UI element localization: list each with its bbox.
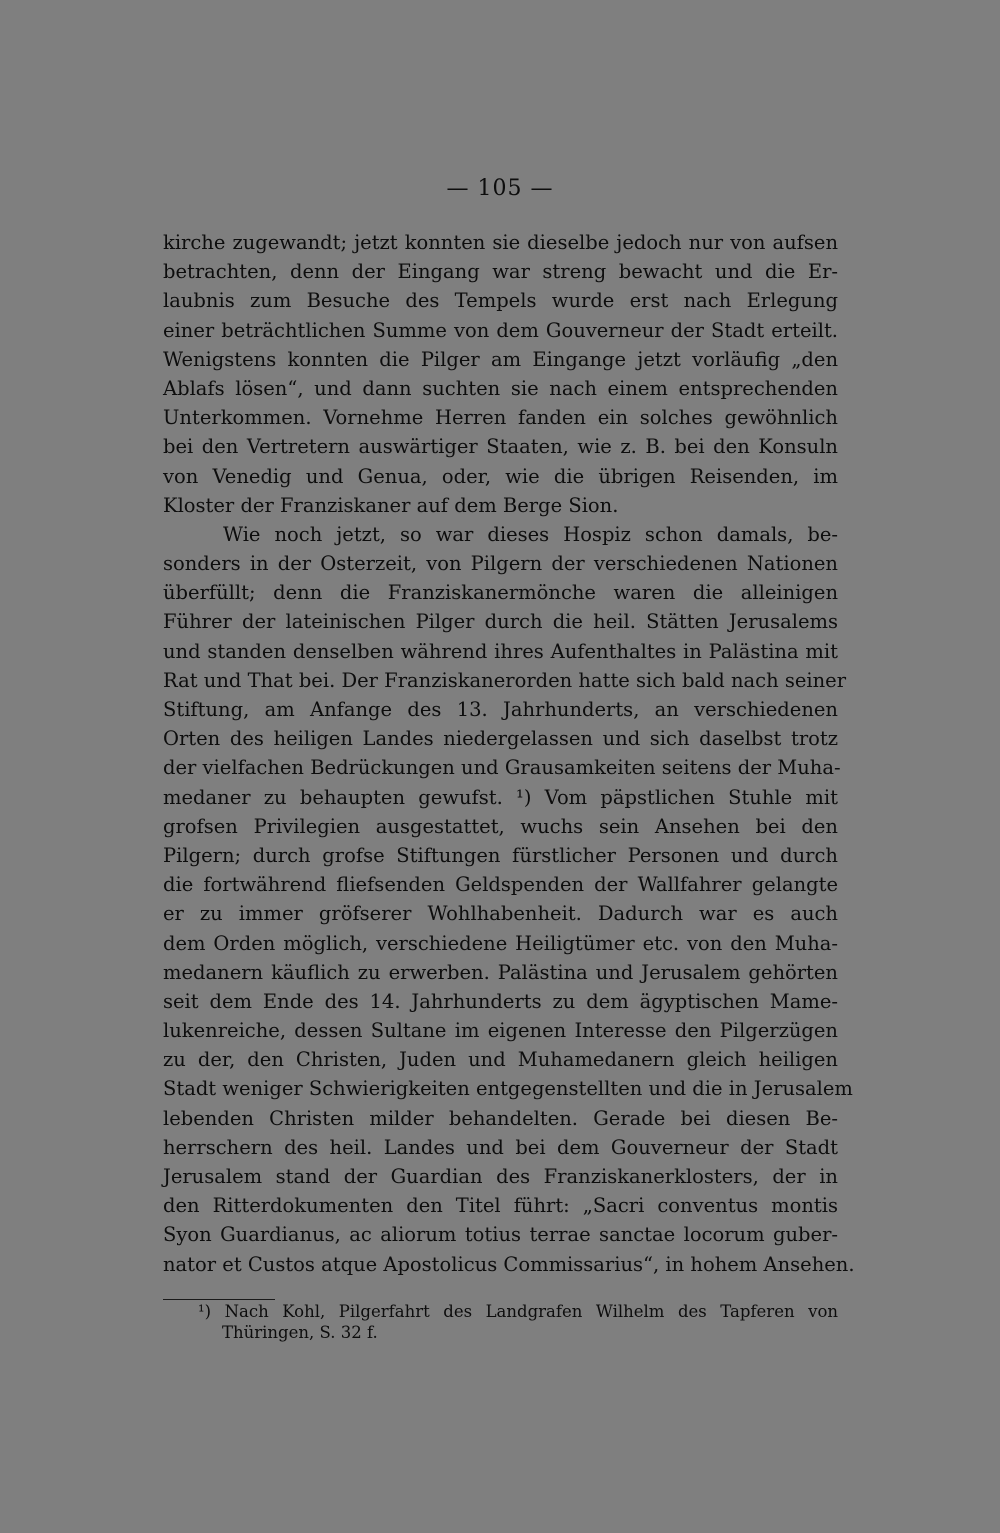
text-line: zu der, den Christen, Juden und Muhamedanern gleich heiligen — [163, 1048, 838, 1072]
text-line: Orten des heiligen Landes niedergelassen und sich daselbst trotz — [163, 727, 838, 751]
text-line: er zu immer gröfserer Wohlhabenheit. Dadurch war es auch — [163, 902, 838, 926]
text-line: seit dem Ende des 14. Jahrhunderts zu dem ägyptischen Mame- — [163, 989, 838, 1013]
text-line: Wenigstens konnten die Pilger am Eingange jetzt vorläufig „den — [163, 347, 838, 371]
text-line: Wie noch jetzt, so war dieses Hospiz schon damals, be- — [223, 522, 838, 546]
text-line: nator et Custos atque Apostolicus Commissarius“, in hohem Ansehen. — [163, 1252, 855, 1276]
body-text — [163, 228, 855, 1279]
text-line: medaner zu behaupten gewufst. ¹) Vom päpstlichen Stuhle mit — [163, 785, 838, 809]
text-line: Jerusalem stand der Guardian des Franziskanerklosters, der in — [163, 1165, 838, 1188]
text-line: einer beträchtlichen Summe von dem Gouverneur der Stadt erteilt. — [163, 318, 838, 342]
text-line: sonders in der Osterzeit, von Pilgern der verschiedenen Nationen — [163, 552, 838, 576]
text-line: Rat und That bei. Der Franziskanerorden hatte sich bald nach seiner — [163, 668, 847, 692]
text-line: kirche zugewandt; jetzt konnten sie dieselbe jedoch nur von aufsen — [163, 231, 838, 254]
text-line: betrachten, denn der Eingang war streng bewacht und die Er- — [163, 260, 838, 284]
text-line: bei den Vertretern auswärtiger Staaten, wie z. B. bei den Konsuln — [163, 435, 838, 459]
text-line: von Venedig und Genua, oder, wie die übrigen Reisenden, im — [163, 464, 838, 488]
text-line: lukenreiche, dessen Sultane im eigenen Interesse den Pilgerzügen — [163, 1019, 838, 1043]
text-line: und standen denselben während ihres Aufenthaltes in Palästina mit — [163, 639, 838, 663]
footnote-divider — [163, 1299, 275, 1300]
footnote — [198, 1302, 838, 1343]
footnote-line: Thüringen, S. 32 f. — [222, 1322, 378, 1342]
text-line: dem Orden möglich, verschiedene Heiligtümer etc. von den Muha- — [163, 931, 838, 955]
text-line: herrschern des heil. Landes und bei dem Gouverneur der Stadt — [163, 1135, 838, 1159]
text-line: den Ritterdokumenten den Titel führt: „Sacri conventus montis — [163, 1194, 838, 1218]
text-line: grofsen Privilegien ausgestattet, wuchs sein Ansehen bei den — [163, 814, 838, 838]
text-line: Führer der lateinischen Pilger durch die heil. Stätten Jerusalems — [163, 610, 838, 634]
text-line: Pilgern; durch grofse Stiftungen fürstlicher Personen und durch — [163, 843, 838, 867]
text-line: der vielfachen Bedrückungen und Grausamkeiten seitens der Muha- — [163, 756, 841, 780]
text-line: überfüllt; denn die Franziskanermönche waren die alleinigen — [163, 581, 838, 605]
text-line: Stadt weniger Schwierigkeiten entgegenstellten und die in Jerusalem — [163, 1077, 853, 1101]
text-line: medanern käuflich zu erwerben. Palästina und Jerusalem gehörten — [163, 960, 838, 984]
text-line: Ablafs lösen“, und dann suchten sie nach einem entsprechenden — [163, 376, 838, 400]
text-line: lebenden Christen milder behandelten. Gerade bei diesen Be- — [163, 1106, 838, 1130]
text-line: Unterkommen. Vornehme Herren fanden ein solches gewöhnlich — [163, 406, 838, 430]
text-line: die fortwährend fliefsenden Geldspenden der Wallfahrer gelangte — [163, 873, 838, 897]
text-line: laubnis zum Besuche des Tempels wurde erst nach Erlegung — [163, 289, 838, 313]
footnote-line: ¹) Nach Kohl, Pilgerfahrt des Landgrafen Wilhelm des Tapferen von — [198, 1302, 838, 1321]
page-number: — 105 — — [446, 176, 554, 201]
text-line: Syon Guardianus, ac aliorum totius terrae sanctae locorum guber- — [163, 1223, 838, 1247]
text-line: Stiftung, am Anfange des 13. Jahrhunderts, an verschiedenen — [163, 698, 838, 721]
text-line: Kloster der Franziskaner auf dem Berge Sion. — [163, 493, 619, 517]
